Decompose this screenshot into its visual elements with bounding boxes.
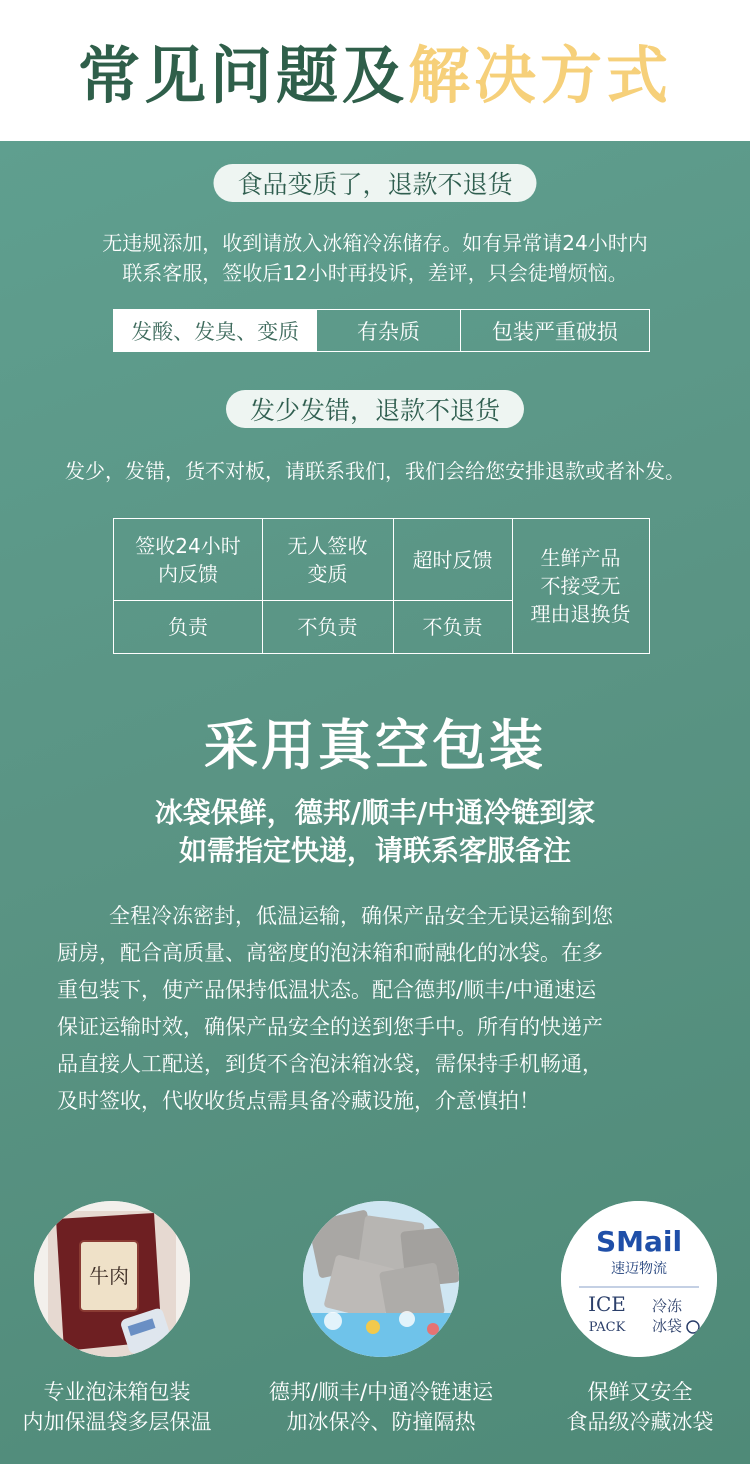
bag-label: 牛肉 [89, 1264, 129, 1288]
feature-caption-ice-bag [540, 1377, 740, 1437]
cell-line: 生鲜产品 [540, 546, 621, 570]
issue1-desc-line2: 联系客服，签收后12小时再投诉，差评，只会徒增烦恼。 [122, 261, 628, 285]
issue1-options [113, 309, 650, 352]
option-impurity: 有杂质 [316, 310, 459, 351]
table-header-timeout: 超时反馈 [412, 547, 493, 572]
issue1-desc-line1: 无违规添加，收到请放入冰箱冷冻储存。如有异常请24小时内 [102, 231, 648, 255]
caption-line: 加冰保冷、防撞隔热 [286, 1410, 476, 1434]
caption-line: 内加保温袋多层保温 [22, 1410, 212, 1434]
ice-text: ICE [588, 1292, 626, 1316]
cell-line: 不接受无 [540, 574, 621, 598]
smail-logo-sub: 速迈物流 [611, 1261, 667, 1277]
table-cell-responsible: 负责 [168, 614, 208, 639]
table-cell-not-responsible: 不负责 [297, 614, 358, 639]
paragraph-line: 全程冷冻密封，低温运输，确保产品安全无误运输到您 [109, 904, 613, 928]
caption-line: 德邦/顺丰/中通冷链速运 [268, 1380, 494, 1404]
smail-ice-bag-image [561, 1201, 717, 1357]
paragraph-line: 厨房，配合高质量、高密度的泡沫箱和耐融化的冰袋。在多 [57, 941, 603, 965]
content-panel [0, 141, 750, 1464]
cell-line: 无人签收 [287, 533, 368, 558]
table-header-24h [114, 519, 262, 600]
page-header [0, 0, 750, 141]
bag-text-line2: 冰袋 [651, 1317, 683, 1335]
responsibility-table [113, 518, 650, 654]
feature-caption-foam-box [0, 1377, 234, 1437]
ice-pack-image [303, 1201, 459, 1357]
table-header-unsigned [262, 519, 393, 600]
paragraph-line: 及时签收，代收收货点需具备冷藏设施，介意慎拍！ [57, 1089, 540, 1113]
issue2-pill: 发少发错，退款不退货 [226, 390, 524, 428]
bag-text-line1: 冷冻 [651, 1297, 683, 1315]
paragraph-line: 品直接人工配送，到货不含泡沫箱冰袋，需保持手机畅通， [57, 1052, 603, 1076]
option-spoiled: 发酸、发臭、变质 [114, 310, 316, 351]
cell-line: 内反馈 [158, 561, 218, 586]
caption-line: 保鲜又安全 [587, 1380, 693, 1404]
caption-line: 专业泡沫箱包装 [43, 1380, 191, 1404]
cell-line: 理由退换货 [530, 602, 631, 626]
cell-line: 签收24小时 [135, 533, 241, 558]
title-part-1: 常见问题及 [77, 39, 408, 112]
caption-line: 食品级冷藏冰袋 [566, 1410, 714, 1434]
pack-text: PACK [588, 1320, 626, 1335]
title-part-2: 解决方式 [408, 39, 673, 112]
smail-logo: SMail [595, 1225, 683, 1258]
table-cell-not-responsible: 不负责 [422, 614, 483, 639]
packaging-paragraph [57, 898, 702, 1120]
feature-caption-cold-chain [240, 1377, 522, 1437]
paragraph-line: 重包装下，使产品保持低温状态。配合德邦/顺丰/中通速运 [57, 978, 597, 1002]
table-side-note [512, 519, 649, 653]
foam-box-image [34, 1201, 190, 1357]
packaging-title: 采用真空包装 [204, 714, 546, 777]
ice-packs-illustration [303, 1201, 459, 1357]
option-damaged-package: 包装严重破损 [460, 310, 649, 351]
packaging-sub2: 如需指定快递，请联系客服备注 [178, 834, 571, 867]
issue2-desc: 发少，发错，货不对板，请联系我们，我们会给您安排退款或者补发。 [65, 459, 685, 483]
foam-box-illustration [34, 1201, 190, 1357]
cell-line: 变质 [307, 561, 348, 586]
ice-bag-illustration [561, 1201, 717, 1357]
page-title [78, 26, 672, 115]
paragraph-line: 保证运输时效，确保产品安全的送到您手中。所有的快递产 [57, 1015, 603, 1039]
packaging-sub1: 冰袋保鲜，德邦/顺丰/中通冷链到家 [154, 796, 596, 829]
issue1-pill: 食品变质了，退款不退货 [213, 164, 536, 202]
